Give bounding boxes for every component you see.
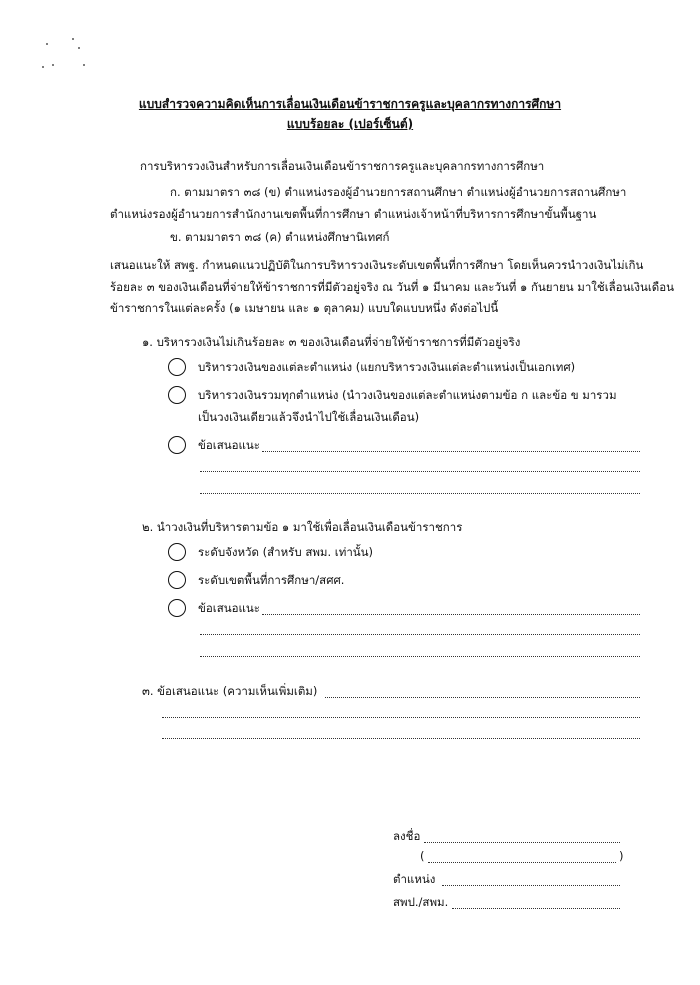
q1-option2-radio[interactable] <box>168 386 186 404</box>
q2-suggest-line[interactable] <box>262 614 640 615</box>
item-ko-line2: ตำแหน่งรองผู้อำนวยการสำนักงานเขตพื้นที่การศึกษา ตำแหน่งเจ้าหน้าที่บริหารการศึกษาขั้นพื้นฐาน <box>110 207 597 221</box>
item-ko-line1: ก. ตามมาตรา ๓๘ (ข) ตำแหน่งรองผู้อำนวยการสถานศึกษา ตำแหน่งผู้อำนวยการสถานศึกษา <box>170 185 627 199</box>
sign-line[interactable] <box>424 842 620 843</box>
scan-speck <box>83 64 85 66</box>
q1-suggest-line[interactable] <box>200 471 640 472</box>
proposal-line2: ร้อยละ ๓ ของเงินเดือนที่จ่ายให้ข้าราชการที่มีตัวอยู่จริง ณ วันที่ ๑ มีนาคม และวันที่ ๑ กันยายน มาใช้เลื่อนเงินเดือน <box>110 280 675 294</box>
q2-option1-label: ระดับจังหวัด (สำหรับ สพม. เท่านั้น) <box>198 545 373 559</box>
form-title: แบบสำรวจความคิดเห็นการเลื่อนเงินเดือนข้าราชการครูและบุคลากรทางการศึกษา <box>138 97 562 111</box>
q3-suggest-line[interactable] <box>162 738 640 739</box>
position-label: ตำแหน่ง <box>393 872 436 886</box>
q3-heading: ๓. ข้อเสนอแนะ (ความเห็นเพิ่มเติม) <box>142 684 318 698</box>
sign-label: ลงชื่อ <box>393 829 421 843</box>
q2-option2-label: ระดับเขตพื้นที่การศึกษา/สศศ. <box>198 573 345 587</box>
q1-suggest-line[interactable] <box>262 451 640 452</box>
q1-suggest-line[interactable] <box>200 493 640 494</box>
proposal-line3: ข้าราชการในแต่ละครั้ง (๑ เมษายน และ ๑ ตุลาคม) แบบใดแบบหนึ่ง ดังต่อไปนี้ <box>110 301 499 315</box>
q3-suggest-line[interactable] <box>325 697 640 698</box>
scan-speck <box>78 47 80 49</box>
q1-option1-label: บริหารวงเงินของแต่ละตำแหน่ง (แยกบริหารวงเงินแต่ละตำแหน่งเป็นเอกเทศ) <box>198 360 576 374</box>
form-subtitle: แบบร้อยละ (เปอร์เซ็นต์) <box>286 117 414 131</box>
q1-suggest-label: ข้อเสนอแนะ <box>198 438 260 452</box>
name-paren-open: ( <box>420 849 425 863</box>
q1-heading: ๑. บริหารวงเงินไม่เกินร้อยละ ๓ ของเงินเดือนที่จ่ายให้ข้าราชการที่มีตัวอยู่จริง <box>142 335 521 349</box>
office-label: สพป./สพม. <box>393 895 449 909</box>
item-kho: ข. ตามมาตรา ๓๘ (ค) ตำแหน่งศึกษานิเทศก์ <box>170 230 390 244</box>
q2-heading: ๒. นำวงเงินที่บริหารตามข้อ ๑ มาใช้เพื่อเลื่อนเงินเดือนข้าราชการ <box>142 520 463 534</box>
name-line[interactable] <box>428 862 616 863</box>
q2-suggest-label: ข้อเสนอแนะ <box>198 601 260 615</box>
q2-option2-radio[interactable] <box>168 571 186 589</box>
q1-option2-label-line1: บริหารวงเงินรวมทุกตำแหน่ง (นำวงเงินของแต่ละตำแหน่งตามข้อ ก และข้อ ข มารวม <box>198 388 617 402</box>
scan-speck <box>42 66 44 68</box>
q3-suggest-line[interactable] <box>162 717 640 718</box>
q2-suggest-radio[interactable] <box>168 599 186 617</box>
proposal-line1: เสนอแนะให้ สพฐ. กำหนดแนวปฏิบัติในการบริหารวงเงินระดับเขตพื้นที่การศึกษา โดยเห็นควรนำวงเงินไม่เกิน <box>110 258 644 272</box>
office-line[interactable] <box>452 908 620 909</box>
scan-speck <box>52 64 54 66</box>
q2-suggest-line[interactable] <box>200 656 640 657</box>
q2-option1-radio[interactable] <box>168 543 186 561</box>
q1-suggest-radio[interactable] <box>168 436 186 454</box>
scan-speck <box>46 43 48 45</box>
q2-suggest-line[interactable] <box>200 634 640 635</box>
name-paren-close: ) <box>619 849 624 863</box>
position-line[interactable] <box>442 885 620 886</box>
q1-option1-radio[interactable] <box>168 358 186 376</box>
q1-option2-label-line2: เป็นวงเงินเดียวแล้วจึงนำไปใช้เลื่อนเงินเดือน) <box>198 410 420 424</box>
scan-speck <box>72 38 74 40</box>
intro-heading: การบริหารวงเงินสำหรับการเลื่อนเงินเดือนข้าราชการครูและบุคลากรทางการศึกษา <box>140 159 545 173</box>
